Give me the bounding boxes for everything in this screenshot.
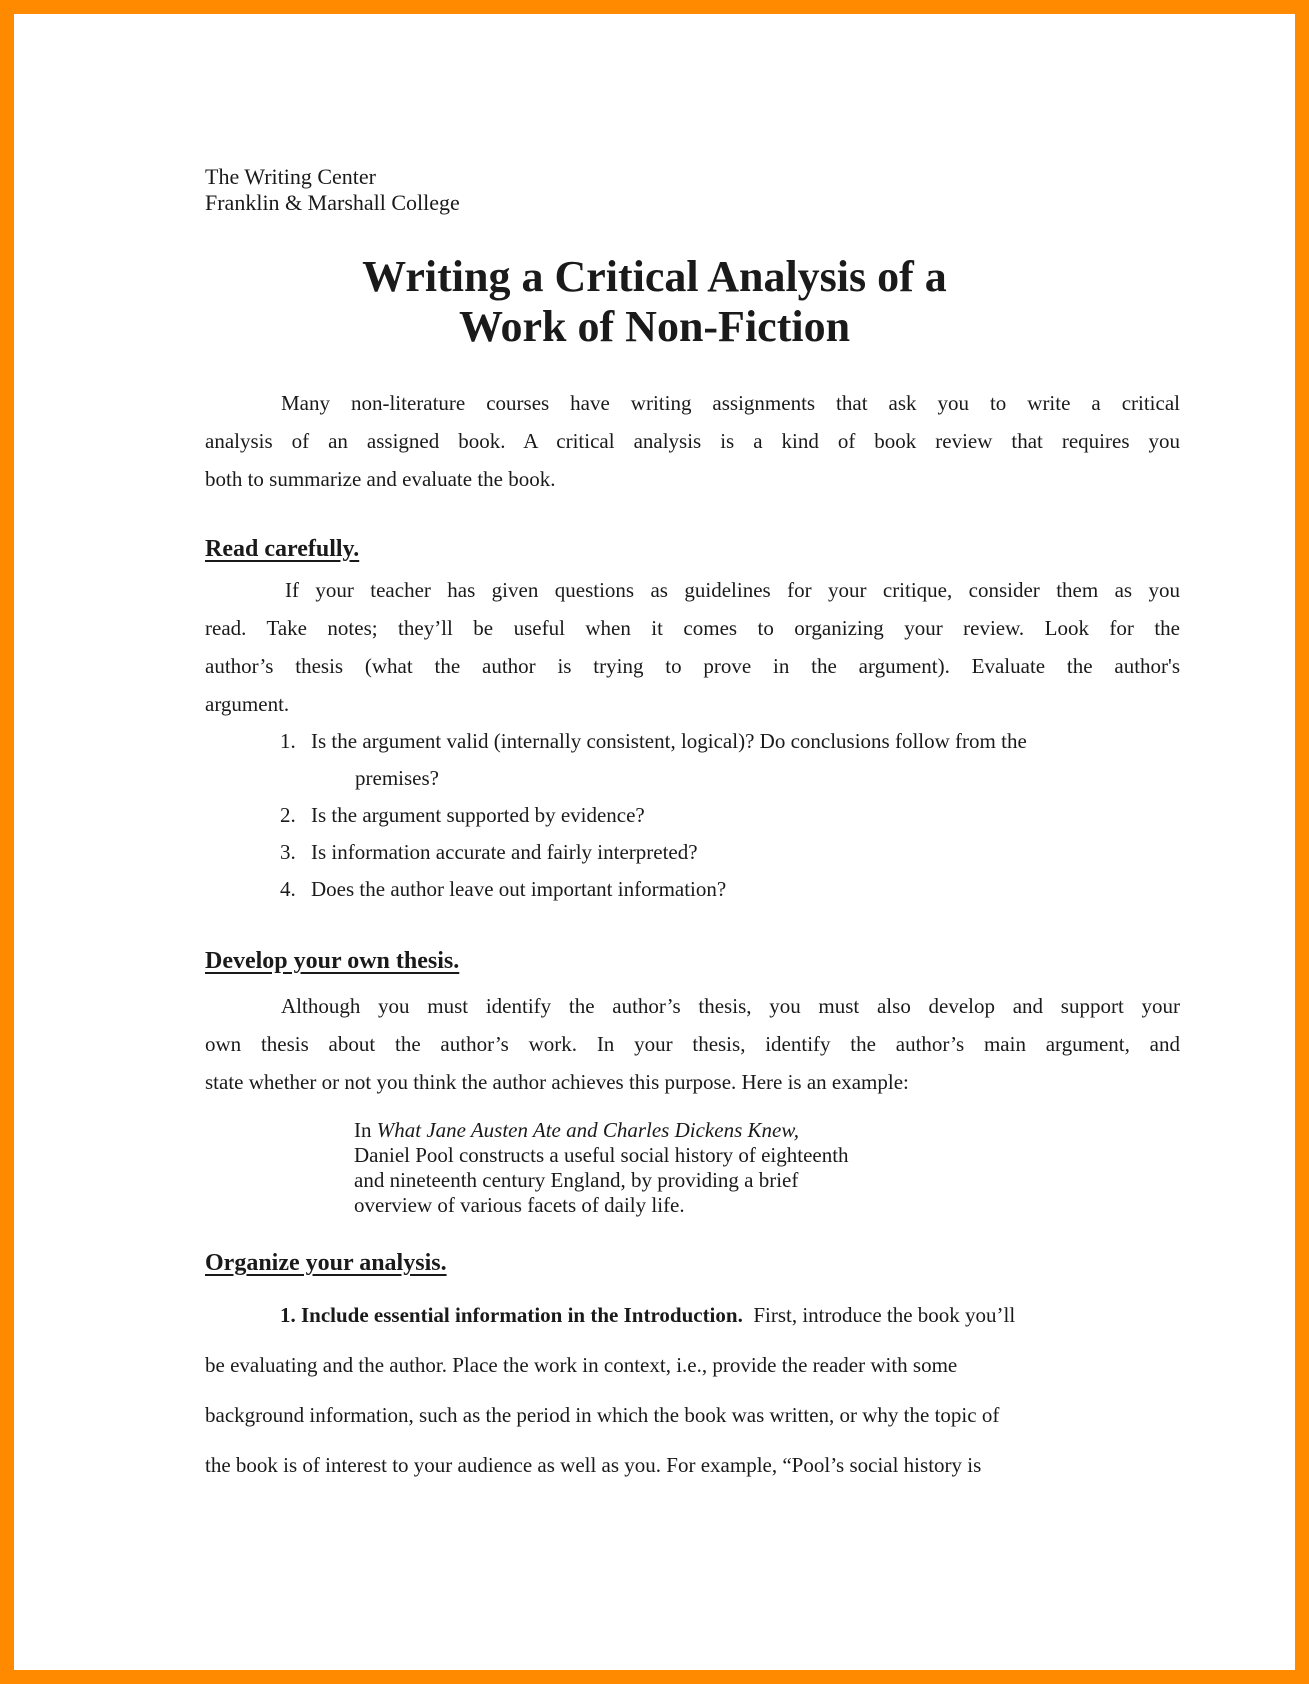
read-line-2: read. Take notes; they’ll be useful when it comes to organizing your review. Look for the <box>205 616 1180 640</box>
example-book-title: What Jane Austen Ate and Charles Dickens Knew, <box>376 1118 800 1142</box>
example-quote-line-2: Daniel Pool constructs a useful social history of eighteenth <box>354 1143 849 1167</box>
example-quote-line-3: and nineteenth century England, by providing a brief <box>354 1168 799 1192</box>
section-heading-develop-thesis: Develop your own thesis. <box>205 948 460 974</box>
list-number-4: 4. <box>280 877 296 901</box>
header-line-2: Franklin & Marshall College <box>205 190 460 215</box>
intro-line-2: analysis of an assigned book. A critical analysis is a kind of book review that requires you <box>205 429 1180 453</box>
list-number-2: 2. <box>280 803 296 827</box>
example-prefix: In <box>354 1118 377 1142</box>
organize-line-2: be evaluating and the author. Place the work in context, i.e., provide the reader with some <box>205 1353 958 1377</box>
list-item-3: Is information accurate and fairly interpreted? <box>311 840 698 864</box>
intro-line-1: Many non-literature courses have writing assignments that ask you to write a critical <box>281 391 1180 415</box>
document-title-line-2: Work of Non-Fiction <box>458 302 851 351</box>
example-quote-line-4: overview of various facets of daily life. <box>354 1193 685 1217</box>
list-number-1: 1. <box>280 729 296 753</box>
list-number-3: 3. <box>280 840 296 864</box>
organize-line-4: the book is of interest to your audience as well as you. For example, “Pool’s social history is <box>205 1453 982 1477</box>
section-heading-read-carefully: Read carefully. <box>205 536 360 562</box>
list-item-4: Does the author leave out important information? <box>311 877 727 901</box>
document-title-line-1: Writing a Critical Analysis of a <box>362 252 947 301</box>
read-line-1: If your teacher has given questions as guidelines for your critique, consider them as you <box>285 578 1180 602</box>
header-line-1: The Writing Center <box>205 164 376 189</box>
thesis-line-2: own thesis about the author’s work. In your thesis, identify the author’s main argument, and <box>205 1032 1180 1056</box>
read-line-4: argument. <box>205 692 290 716</box>
thesis-line-1: Although you must identify the author’s thesis, you must also develop and support your <box>281 994 1180 1018</box>
section-heading-organize-analysis: Organize your analysis. <box>205 1250 447 1276</box>
organize-item-1-title: 1. Include essential information in the Introduction. <box>280 1303 743 1327</box>
read-line-3: author’s thesis (what the author is trying to prove in the argument). Evaluate the author's <box>205 654 1180 678</box>
list-item-1-continuation: premises? <box>355 766 439 790</box>
organize-item-1-text: First, introduce the book you’ll <box>742 1303 1016 1327</box>
organize-item-1 <box>280 1296 1015 1334</box>
example-quote-line-1 <box>354 1118 799 1143</box>
organize-line-3: background information, such as the period in which the book was written, or why the topic of <box>205 1403 1000 1427</box>
list-item-1: Is the argument valid (internally consistent, logical)? Do conclusions follow from the <box>311 729 1027 753</box>
intro-line-3: both to summarize and evaluate the book. <box>205 467 556 491</box>
list-item-2: Is the argument supported by evidence? <box>311 803 645 827</box>
thesis-line-3: state whether or not you think the author achieves this purpose. Here is an example: <box>205 1070 909 1094</box>
